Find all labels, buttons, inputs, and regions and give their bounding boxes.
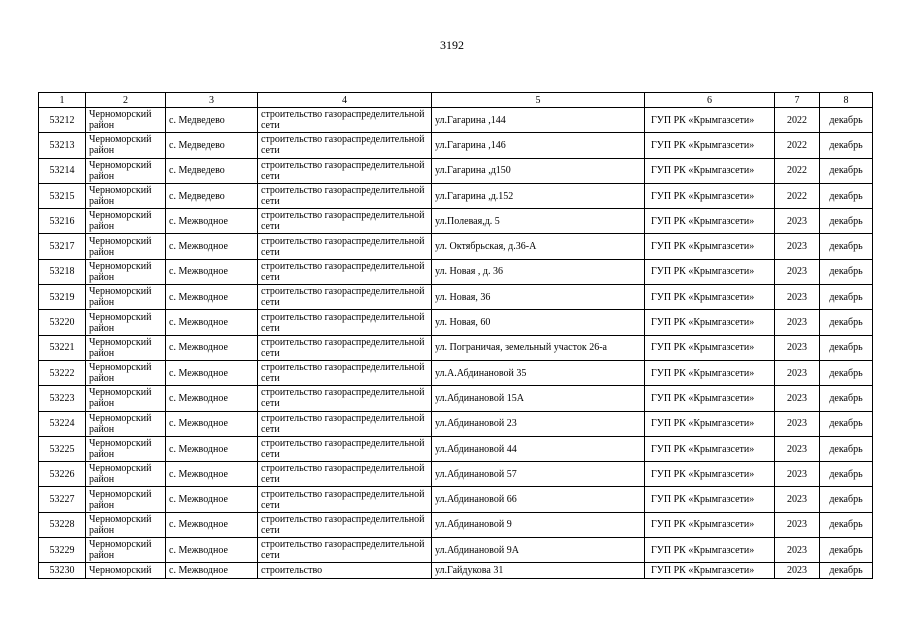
month-cell: декабрь xyxy=(820,209,873,234)
row-number: 53230 xyxy=(39,563,86,579)
table-row xyxy=(39,158,873,183)
header-row xyxy=(39,93,873,108)
row-number: 53229 xyxy=(39,538,86,563)
month-cell: декабрь xyxy=(820,183,873,208)
address-cell: ул.Абдинановой 44 xyxy=(432,436,645,461)
row-number: 53228 xyxy=(39,512,86,537)
organization-cell: ГУП РК «Крымгазсети» xyxy=(645,183,775,208)
settlement-cell: с. Межводное xyxy=(166,360,258,385)
district-cell: Черноморский район xyxy=(86,209,166,234)
page-number: 3192 xyxy=(440,38,464,52)
settlement-cell: с. Медведево xyxy=(166,183,258,208)
settlement-cell: с. Межводное xyxy=(166,462,258,487)
row-number: 53225 xyxy=(39,436,86,461)
year-cell: 2022 xyxy=(775,133,820,158)
row-number: 53216 xyxy=(39,209,86,234)
year-cell: 2022 xyxy=(775,108,820,133)
organization-cell: ГУП РК «Крымгазсети» xyxy=(645,512,775,537)
work-type-cell: строительство газораспределительной сети xyxy=(258,335,432,360)
month-cell: декабрь xyxy=(820,360,873,385)
address-cell: ул.Полевая,д. 5 xyxy=(432,209,645,234)
row-number: 53220 xyxy=(39,310,86,335)
address-cell: ул.Абдинановой 9А xyxy=(432,538,645,563)
records-table xyxy=(38,92,873,579)
year-cell: 2023 xyxy=(775,411,820,436)
address-cell: ул.Абдинановой 9 xyxy=(432,512,645,537)
row-number: 53217 xyxy=(39,234,86,259)
row-number: 53212 xyxy=(39,108,86,133)
settlement-cell: с. Межводное xyxy=(166,259,258,284)
table-row xyxy=(39,538,873,563)
district-cell: Черноморский район xyxy=(86,285,166,310)
work-type-cell: строительство газораспределительной сети xyxy=(258,133,432,158)
work-type-cell: строительство газораспределительной сети xyxy=(258,538,432,563)
organization-cell: ГУП РК «Крымгазсети» xyxy=(645,335,775,360)
column-header-7: 7 xyxy=(775,93,820,108)
year-cell: 2022 xyxy=(775,183,820,208)
column-header-1: 1 xyxy=(39,93,86,108)
work-type-cell: строительство газораспределительной сети xyxy=(258,183,432,208)
row-number: 53215 xyxy=(39,183,86,208)
district-cell: Черноморский район xyxy=(86,360,166,385)
district-cell: Черноморский район xyxy=(86,512,166,537)
table-row xyxy=(39,108,873,133)
organization-cell: ГУП РК «Крымгазсети» xyxy=(645,360,775,385)
district-cell: Черноморский район xyxy=(86,386,166,411)
month-cell: декабрь xyxy=(820,234,873,259)
table-row xyxy=(39,436,873,461)
table-row xyxy=(39,335,873,360)
work-type-cell: строительство газораспределительной сети xyxy=(258,209,432,234)
address-cell: ул.Абдинановой 23 xyxy=(432,411,645,436)
settlement-cell: с. Межводное xyxy=(166,411,258,436)
work-type-cell: строительство газораспределительной сети xyxy=(258,285,432,310)
organization-cell: ГУП РК «Крымгазсети» xyxy=(645,310,775,335)
settlement-cell: с. Межводное xyxy=(166,209,258,234)
month-cell: декабрь xyxy=(820,259,873,284)
settlement-cell: с. Межводное xyxy=(166,538,258,563)
year-cell: 2023 xyxy=(775,487,820,512)
district-cell: Черноморский район xyxy=(86,133,166,158)
settlement-cell: с. Межводное xyxy=(166,386,258,411)
year-cell: 2023 xyxy=(775,335,820,360)
month-cell: декабрь xyxy=(820,386,873,411)
settlement-cell: с. Медведево xyxy=(166,158,258,183)
work-type-cell: строительство газораспределительной сети xyxy=(258,259,432,284)
organization-cell: ГУП РК «Крымгазсети» xyxy=(645,386,775,411)
district-cell: Черноморский район xyxy=(86,335,166,360)
settlement-cell: с. Медведево xyxy=(166,133,258,158)
organization-cell: ГУП РК «Крымгазсети» xyxy=(645,158,775,183)
table-row xyxy=(39,285,873,310)
table-row xyxy=(39,183,873,208)
address-cell: ул.Гагарина ,д.152 xyxy=(432,183,645,208)
work-type-cell: строительство газораспределительной сети xyxy=(258,158,432,183)
work-type-cell: строительство газораспределительной сети xyxy=(258,487,432,512)
month-cell: декабрь xyxy=(820,108,873,133)
settlement-cell: с. Межводное xyxy=(166,234,258,259)
organization-cell: ГУП РК «Крымгазсети» xyxy=(645,411,775,436)
organization-cell: ГУП РК «Крымгазсети» xyxy=(645,462,775,487)
settlement-cell: с. Межводное xyxy=(166,487,258,512)
table-row xyxy=(39,462,873,487)
table-row xyxy=(39,360,873,385)
row-number: 53223 xyxy=(39,386,86,411)
year-cell: 2023 xyxy=(775,512,820,537)
year-cell: 2023 xyxy=(775,360,820,385)
organization-cell: ГУП РК «Крымгазсети» xyxy=(645,108,775,133)
table-row xyxy=(39,133,873,158)
address-cell: ул.Гагарина ,д150 xyxy=(432,158,645,183)
month-cell: декабрь xyxy=(820,436,873,461)
month-cell: декабрь xyxy=(820,462,873,487)
work-type-cell: строительство газораспределительной сети xyxy=(258,108,432,133)
year-cell: 2023 xyxy=(775,310,820,335)
year-cell: 2023 xyxy=(775,259,820,284)
district-cell: Черноморский район xyxy=(86,108,166,133)
address-cell: ул.Гагарина ,146 xyxy=(432,133,645,158)
address-cell: ул. Новая, 36 xyxy=(432,285,645,310)
month-cell: декабрь xyxy=(820,487,873,512)
year-cell: 2023 xyxy=(775,209,820,234)
settlement-cell: с. Межводное xyxy=(166,563,258,579)
district-cell: Черноморский район xyxy=(86,411,166,436)
address-cell: ул. Новая , д. 36 xyxy=(432,259,645,284)
address-cell: ул. Новая, 60 xyxy=(432,310,645,335)
settlement-cell: с. Межводное xyxy=(166,285,258,310)
address-cell: ул.Гайдукова 31 xyxy=(432,563,645,579)
month-cell: декабрь xyxy=(820,411,873,436)
row-number: 53227 xyxy=(39,487,86,512)
year-cell: 2023 xyxy=(775,462,820,487)
row-number: 53224 xyxy=(39,411,86,436)
table-row xyxy=(39,563,873,579)
district-cell: Черноморский xyxy=(86,563,166,579)
table-row xyxy=(39,487,873,512)
table-row xyxy=(39,411,873,436)
column-header-8: 8 xyxy=(820,93,873,108)
district-cell: Черноморский район xyxy=(86,234,166,259)
address-cell: ул.А.Абдинановой 35 xyxy=(432,360,645,385)
year-cell: 2023 xyxy=(775,386,820,411)
organization-cell: ГУП РК «Крымгазсети» xyxy=(645,538,775,563)
table-row xyxy=(39,310,873,335)
column-header-5: 5 xyxy=(432,93,645,108)
organization-cell: ГУП РК «Крымгазсети» xyxy=(645,209,775,234)
settlement-cell: с. Межводное xyxy=(166,310,258,335)
table-body xyxy=(39,108,873,579)
district-cell: Черноморский район xyxy=(86,158,166,183)
month-cell: декабрь xyxy=(820,512,873,537)
column-header-2: 2 xyxy=(86,93,166,108)
organization-cell: ГУП РК «Крымгазсети» xyxy=(645,436,775,461)
district-cell: Черноморский район xyxy=(86,462,166,487)
row-number: 53219 xyxy=(39,285,86,310)
address-cell: ул. Октябрьская, д.36-А xyxy=(432,234,645,259)
table-row xyxy=(39,386,873,411)
organization-cell: ГУП РК «Крымгазсети» xyxy=(645,259,775,284)
row-number: 53214 xyxy=(39,158,86,183)
address-cell: ул.Гагарина ,144 xyxy=(432,108,645,133)
organization-cell: ГУП РК «Крымгазсети» xyxy=(645,563,775,579)
table-row xyxy=(39,209,873,234)
district-cell: Черноморский район xyxy=(86,538,166,563)
address-cell: ул.Абдинановой 15А xyxy=(432,386,645,411)
work-type-cell: строительство газораспределительной сети xyxy=(258,411,432,436)
month-cell: декабрь xyxy=(820,285,873,310)
year-cell: 2023 xyxy=(775,285,820,310)
column-header-6: 6 xyxy=(645,93,775,108)
organization-cell: ГУП РК «Крымгазсети» xyxy=(645,234,775,259)
table-row xyxy=(39,234,873,259)
month-cell: декабрь xyxy=(820,538,873,563)
year-cell: 2023 xyxy=(775,563,820,579)
month-cell: декабрь xyxy=(820,133,873,158)
year-cell: 2022 xyxy=(775,158,820,183)
organization-cell: ГУП РК «Крымгазсети» xyxy=(645,133,775,158)
table-row xyxy=(39,512,873,537)
settlement-cell: с. Межводное xyxy=(166,512,258,537)
settlement-cell: с. Межводное xyxy=(166,436,258,461)
row-number: 53221 xyxy=(39,335,86,360)
organization-cell: ГУП РК «Крымгазсети» xyxy=(645,285,775,310)
row-number: 53226 xyxy=(39,462,86,487)
settlement-cell: с. Медведево xyxy=(166,108,258,133)
district-cell: Черноморский район xyxy=(86,259,166,284)
address-cell: ул.Абдинановой 57 xyxy=(432,462,645,487)
district-cell: Черноморский район xyxy=(86,310,166,335)
district-cell: Черноморский район xyxy=(86,183,166,208)
year-cell: 2023 xyxy=(775,234,820,259)
work-type-cell: строительство газораспределительной сети xyxy=(258,234,432,259)
work-type-cell: строительство xyxy=(258,563,432,579)
row-number: 53222 xyxy=(39,360,86,385)
column-header-4: 4 xyxy=(258,93,432,108)
district-cell: Черноморский район xyxy=(86,436,166,461)
month-cell: декабрь xyxy=(820,310,873,335)
column-header-3: 3 xyxy=(166,93,258,108)
work-type-cell: строительство газораспределительной сети xyxy=(258,360,432,385)
work-type-cell: строительство газораспределительной сети xyxy=(258,512,432,537)
work-type-cell: строительство газораспределительной сети xyxy=(258,310,432,335)
address-cell: ул. Пограничая, земельный участок 26-а xyxy=(432,335,645,360)
year-cell: 2023 xyxy=(775,436,820,461)
year-cell: 2023 xyxy=(775,538,820,563)
address-cell: ул.Абдинановой 66 xyxy=(432,487,645,512)
organization-cell: ГУП РК «Крымгазсети» xyxy=(645,487,775,512)
row-number: 53213 xyxy=(39,133,86,158)
table-row xyxy=(39,259,873,284)
district-cell: Черноморский район xyxy=(86,487,166,512)
settlement-cell: с. Межводное xyxy=(166,335,258,360)
work-type-cell: строительство газораспределительной сети xyxy=(258,436,432,461)
row-number: 53218 xyxy=(39,259,86,284)
work-type-cell: строительство газораспределительной сети xyxy=(258,386,432,411)
month-cell: декабрь xyxy=(820,335,873,360)
work-type-cell: строительство газораспределительной сети xyxy=(258,462,432,487)
month-cell: декабрь xyxy=(820,158,873,183)
month-cell: декабрь xyxy=(820,563,873,579)
